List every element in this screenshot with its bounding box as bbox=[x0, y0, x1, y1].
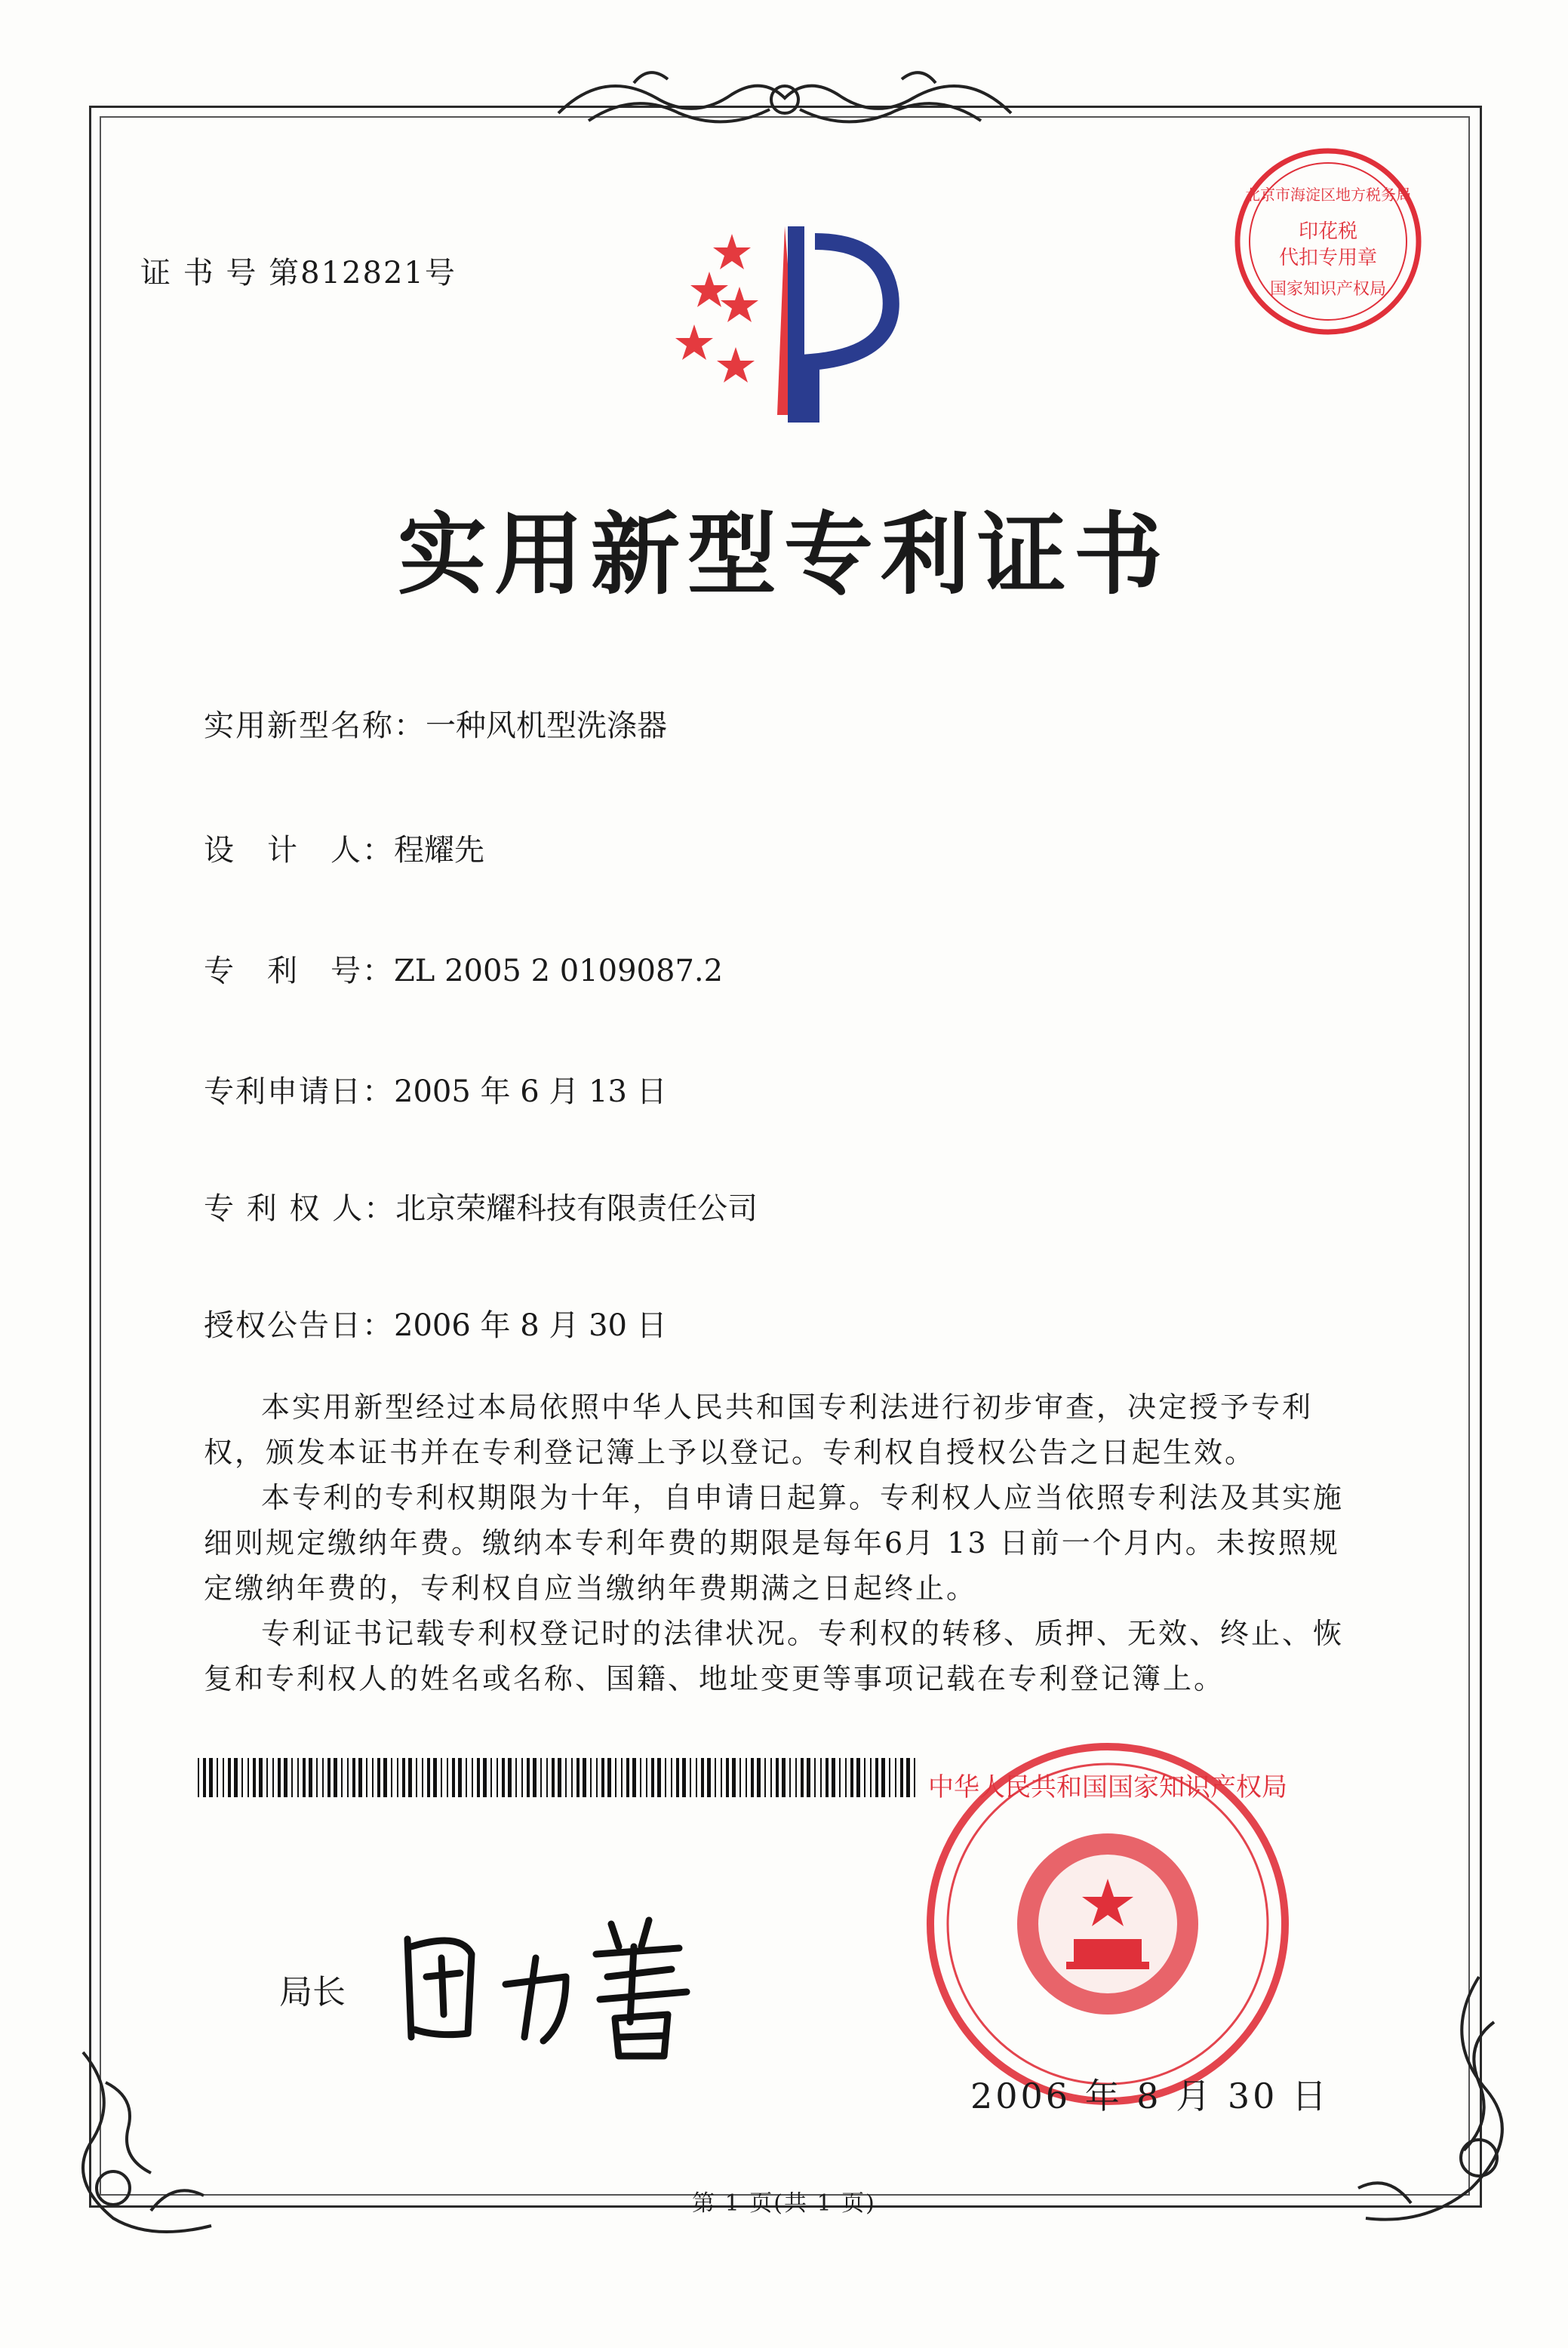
body-paragraph-2: 本专利的专利权期限为十年，自申请日起算。专利权人应当依照专利法及其实施细则规定缴纳年费。缴纳本专利年费的期限是每年6月 13 日前一个月内。未按照规定缴纳年费的，专利权自应当缴纳年费期满之日起终止。 bbox=[204, 1481, 1345, 1605]
seal-ring-text: 北京市海淀区地方税务局 bbox=[1245, 186, 1411, 204]
page-indicator: 第 1 页(共 1 页) bbox=[692, 2190, 876, 2217]
top-ornament bbox=[543, 53, 1026, 143]
field-label: 专 利 权 人： bbox=[204, 1191, 396, 1226]
body-paragraph-3: 专利证书记载专利权登记时的法律状况。专利权的转移、质押、无效、终止、恢复和专利权人的姓名或名称、国籍、地址变更等事项记载在专利登记簿上。 bbox=[204, 1617, 1345, 1695]
seal-ring-text: 中华人民共和国国家知识产权局 bbox=[928, 1772, 1287, 1802]
seal-center-line-1: 印花税 bbox=[1298, 220, 1358, 243]
cnipa-seal bbox=[919, 1735, 1296, 2113]
issue-date: 2006 年 8 月 30 日 bbox=[970, 2076, 1330, 2116]
director-label: 局长 bbox=[279, 1973, 346, 2011]
field-grant-date bbox=[204, 1302, 667, 1345]
field-value: 2006 年 8 月 30 日 bbox=[394, 1308, 667, 1343]
certificate-title: 实用新型专利证书 bbox=[397, 502, 1170, 607]
director-signature bbox=[392, 1894, 709, 2067]
field-application-date bbox=[204, 1068, 667, 1111]
field-designer bbox=[204, 826, 484, 869]
field-label: 实用新型名称： bbox=[204, 708, 426, 743]
field-value: 程耀先 bbox=[394, 833, 484, 868]
field-patent-number bbox=[204, 947, 723, 990]
field-label: 授权公告日： bbox=[204, 1308, 394, 1343]
field-value: 北京荣耀科技有限责任公司 bbox=[395, 1191, 758, 1226]
field-value: ZL 2005 2 0109087.2 bbox=[394, 954, 724, 988]
field-value: 一种风机型洗涤器 bbox=[426, 708, 667, 743]
certificate-number: 证 书 号 第812821号 bbox=[140, 256, 457, 290]
field-label: 设 计 人： bbox=[204, 833, 394, 868]
field-patentee bbox=[204, 1185, 758, 1228]
field-value: 2005 年 6 月 13 日 bbox=[394, 1074, 667, 1109]
patent-office-logo bbox=[664, 211, 913, 423]
barcode bbox=[198, 1758, 919, 1797]
body-paragraph-1: 本实用新型经过本局依照中华人民共和国专利法进行初步审查，决定授予专利权，颁发本证书并在专利登记簿上予以登记。专利权自授权公告之日起生效。 bbox=[204, 1391, 1314, 1469]
certificate-body bbox=[204, 1385, 1366, 1701]
field-label: 专利申请日： bbox=[204, 1074, 394, 1109]
field-label: 专 利 号： bbox=[204, 954, 394, 988]
seal-center-line-2: 代扣专用章 bbox=[1278, 247, 1378, 269]
field-utility-model-name bbox=[204, 702, 667, 745]
seal-center-line-3: 国家知识产权局 bbox=[1269, 280, 1387, 299]
tax-seal bbox=[1230, 143, 1426, 340]
